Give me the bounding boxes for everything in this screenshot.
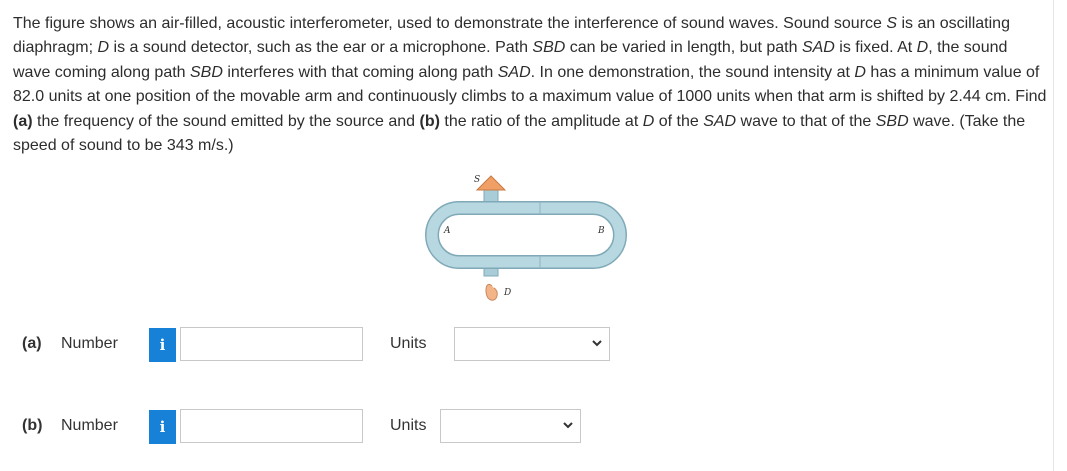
number-label: Number <box>61 335 118 352</box>
units-label: Units <box>390 335 427 352</box>
info-icon: i <box>159 418 166 436</box>
number-label: Number <box>61 417 118 434</box>
sound-source-icon <box>477 176 505 190</box>
part-label: (b) <box>22 417 43 434</box>
units-select-a[interactable] <box>454 327 610 361</box>
label-d: D <box>504 288 512 298</box>
label-b: B <box>598 226 605 236</box>
units-select-b[interactable] <box>440 409 581 443</box>
interferometer-figure <box>420 168 630 304</box>
problem-statement: The figure shows an air-filled, acoustic interferometer, used to demonstrate the interference of sound waves. Sound source S is an oscillating diaphragm; D is a sound detector, such as the ear or a microphone. Path SBD can be varied in length, but path SAD is fixed. At D, the sound wave coming along path SBD interferes with that coming along path SAD. In one demonstration, the sound intensity at D has a minimum value of 82.0 units at one position of the movable arm and continuously climbs to a maximum value of 1000 units when that arm is shifted by 2.44 cm. Find (a) the frequency of the sound emitted by the source and (b) the ratio of the amplitude at D of the SAD wave to that of the SBD wave. (Take the speed of sound to be 343 m/s.) <box>13 15 1047 155</box>
number-input-b[interactable] <box>180 409 363 443</box>
chevron-down-icon <box>562 419 574 431</box>
info-icon: i <box>159 336 166 354</box>
part-label: (a) <box>22 335 42 352</box>
label-a: A <box>444 226 451 236</box>
answer-row-a <box>0 325 640 365</box>
chevron-down-icon <box>591 337 603 349</box>
page-edge-divider <box>1053 0 1054 471</box>
info-button[interactable] <box>149 328 176 362</box>
tube-loop-fill <box>432 208 620 262</box>
tube-loop <box>432 208 620 262</box>
number-input-a[interactable] <box>180 327 363 361</box>
label-s: S <box>474 175 481 185</box>
ear-detector-icon <box>486 284 497 300</box>
units-label: Units <box>390 417 427 434</box>
info-button[interactable] <box>149 410 176 444</box>
answer-row-b <box>0 407 640 447</box>
